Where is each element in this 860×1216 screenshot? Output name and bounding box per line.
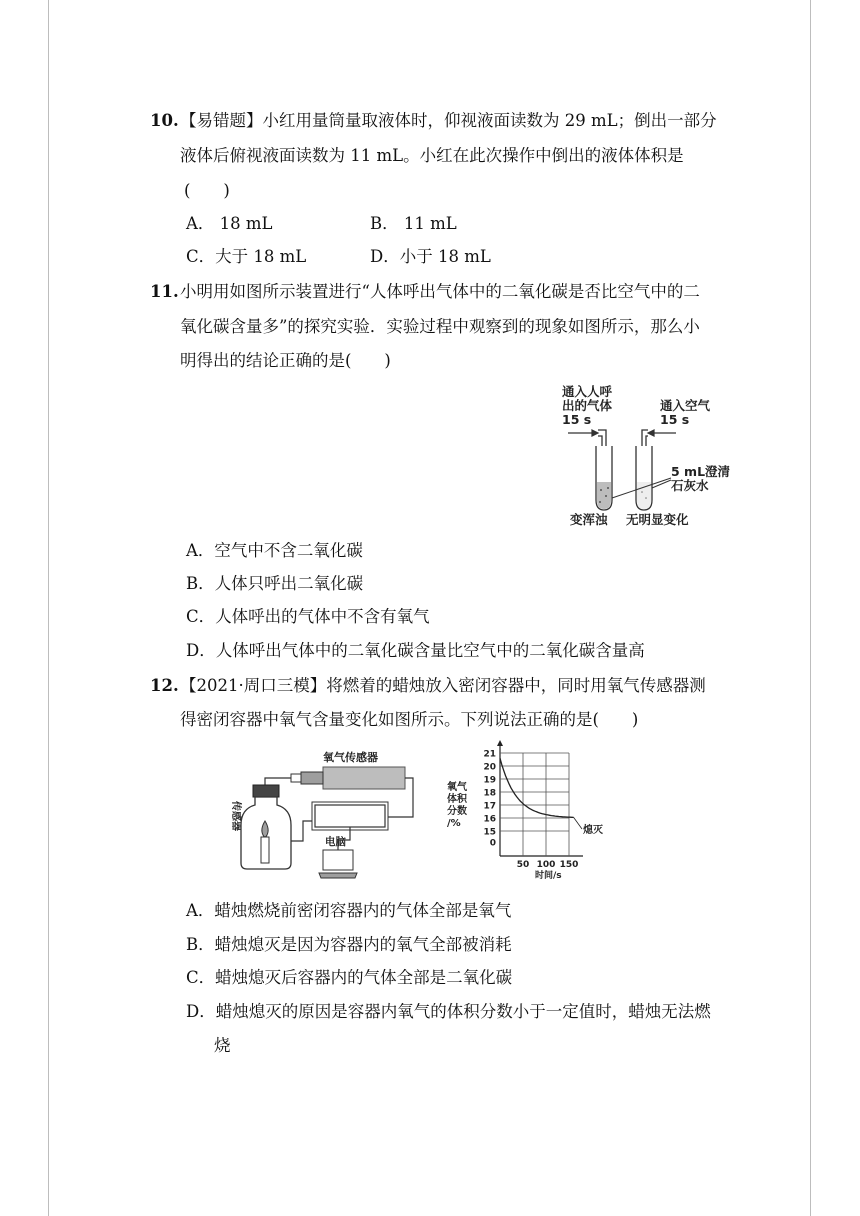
test-tube-figure [556,378,746,530]
figure-label-exhaled-1: 通入人呼 [562,384,613,399]
question-text-line: 氧化碳含量多”的探究实验．实验过程中观察到的现象如图所示，那么小 [180,317,700,336]
graph-x-tick-label: 50 [516,860,530,870]
option-c[interactable]: C．蜡烛熄灭后容器内的气体全部是二氧化碳 [186,968,513,987]
option-d[interactable]: D．小于 18 mL [370,247,491,266]
test-tube-right [636,446,652,510]
graph-ylabel-1: 氧气 [447,782,467,793]
graph-ylabel-3: 分数 [447,806,467,817]
option-a[interactable]: A．空气中不含二氧化碳 [186,541,363,560]
option-c[interactable]: C．人体呼出的气体中不含有氧气 [186,607,430,626]
option-a[interactable]: A．蜡烛燃烧前密闭容器内的气体全部是氧气 [186,901,512,920]
question-text-line: 得密闭容器中氧气含量变化如图所示。下列说法正确的是( ) [180,710,639,729]
graph-ylabel-4: /% [447,818,461,829]
apparatus-label-oxygen-sensor: 氧气传感器 [323,751,378,764]
graph-xlabel: 时间/s [535,871,562,881]
data-collector-box [315,805,385,827]
sealed-jar-icon [241,785,291,869]
laptop-icon [319,850,357,878]
page-border-right [810,0,811,1216]
oxygen-graph-figure [445,738,610,883]
graph-y-tick-label: 19 [483,775,496,786]
question-number: 10. [150,111,179,130]
graph-extinguish-label: 熄灭 [583,825,603,836]
figure-label-turbid: 变浑浊 [570,512,608,527]
figure-label-limewater-1: 5 mL澄清 [671,464,731,479]
sensor-connector [291,772,323,784]
graph-x-tick-label: 150 [559,860,579,870]
option-d-continued: 烧 [214,1036,231,1055]
arrow-icon [568,430,676,436]
graph-y-tick-label: 20 [483,762,496,773]
figure-label-no-change: 无明显变化 [626,512,689,527]
question-number: 12. [150,676,179,695]
graph-y-arrow [497,740,503,746]
graph-y-tick-label: 18 [483,788,496,799]
page-border-left [48,0,49,1216]
option-d[interactable]: D．人体呼出气体中的二氧化碳含量比空气中的二氧化碳含量高 [186,641,645,660]
apparatus-label-sensor-side: 传感器 [230,801,241,831]
question-number: 11. [150,282,179,301]
graph-y-tick-label: 16 [483,814,496,825]
question-text-line: 【2021·周口三模】将燃着的蜡烛放入密闭容器中，同时用氧气传感器测 [180,676,706,695]
figure-label-air-time: 15 s [660,412,690,427]
apparatus-label-computer: 电脑 [325,836,346,848]
sensor-box [323,767,405,789]
option-b[interactable]: B．蜡烛熄灭是因为容器内的氧气全部被消耗 [186,935,512,954]
jar-cable [291,821,312,841]
graph-y-tick-label: 15 [483,827,496,838]
graph-y-tick-label: 17 [483,801,496,812]
question-text-line: 液体后俯视液面读数为 11 mL。小红在此次操作中倒出的液体体积是 [180,146,684,165]
figure-label-exhaled-time: 15 s [562,412,592,427]
figure-label-air-1: 通入空气 [660,398,711,413]
question-text-line: 明得出的结论正确的是( ) [180,351,391,370]
graph-oxygen-curve [500,758,574,817]
graph-x-tick-label: 100 [536,860,556,870]
figure-label-exhaled-2: 出的气体 [562,398,613,413]
oxygen-sensor-apparatus-figure [225,745,425,880]
answer-blank: ( ) [184,181,230,200]
option-b[interactable]: B．人体只呼出二氧化碳 [186,574,364,593]
graph-extinguish-pointer [574,817,582,829]
graph-y-tick-label: 21 [483,749,496,760]
option-a[interactable]: A． 18 mL [186,214,273,233]
figure-label-limewater-2: 石灰水 [671,478,709,493]
graph-y-tick-label: 0 [489,838,496,849]
graph-ylabel-2: 体积 [447,794,467,805]
option-d[interactable]: D．蜡烛熄灭的原因是容器内氧气的体积分数小于一定值时，蜡烛无法燃 [186,1002,711,1021]
question-text-line: 【易错题】小红用量筒量取液体时，仰视液面读数为 29 mL；倒出一部分 [180,111,717,130]
test-tube-left [596,446,612,510]
question-text-line: 小明用如图所示装置进行“人体呼出气体中的二氧化碳是否比空气中的二 [180,282,700,301]
option-c[interactable]: C．大于 18 mL [186,247,307,266]
option-b[interactable]: B． 11 mL [370,214,457,233]
